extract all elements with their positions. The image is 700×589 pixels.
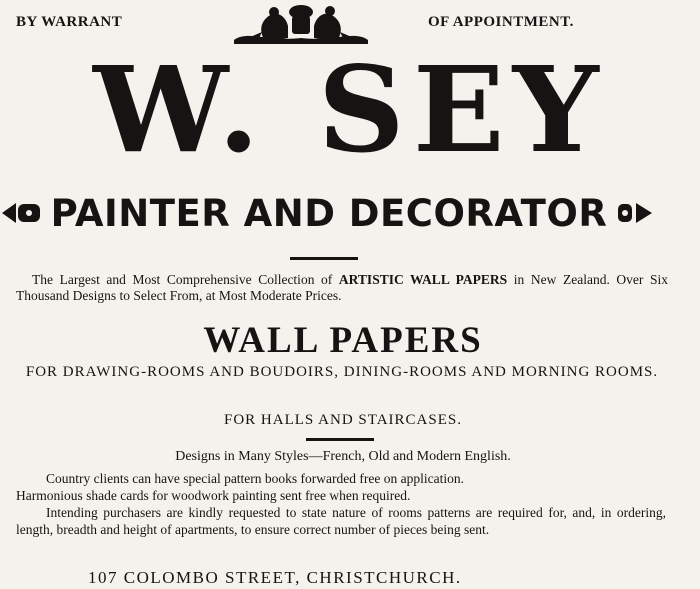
business-address: 107 COLOMBO STREET, CHRISTCHURCH. (88, 568, 462, 587)
divider-rule (306, 438, 374, 441)
intro-text-rest: in New Zealand. Over Six Thousand Designs to Select From, at Most Moderate Prices. (16, 272, 669, 303)
intro-text: The Largest and Most Comprehensive Collection of (32, 272, 333, 287)
divider-rule (290, 257, 358, 260)
intro-highlight: ARTISTIC WALL PAPERS (338, 272, 508, 287)
halls-line: FOR HALLS AND STAIRCASES. (223, 412, 462, 428)
left-ornament-icon (2, 200, 44, 226)
rooms-line: FOR DRAWING-ROOMS AND BOUDOIRS, DINING-ROOMS AND MORNING ROOMS. (25, 364, 659, 380)
note-shade-cards: Harmonious shade cards for woodwork painting sent free when required. (16, 488, 411, 503)
business-name: W. SEY (93, 40, 607, 179)
royal-coat-of-arms-icon (228, 2, 374, 44)
trade-title: PAINTER AND DECORATOR (50, 192, 608, 235)
note-intending-purchasers: Intending purchasers are kindly requested to state nature of rooms patterns are required for, and, in ordering, length, breadth and height of apartments, to ensure correct number of pieces being sent. (16, 505, 666, 537)
warrant-label-right: OF APPOINTMENT. (428, 14, 574, 30)
warrant-label-left: BY WARRANT (16, 14, 123, 30)
designs-line: Designs in Many Styles—French, Old and Modern English. (175, 449, 511, 464)
notes-block (16, 470, 666, 538)
note-country-clients: Country clients can have special pattern books forwarded free on application. (46, 471, 464, 486)
right-ornament-icon (618, 200, 652, 226)
wall-papers-heading: WALL PAPERS (203, 320, 483, 361)
intro-paragraph (16, 272, 668, 304)
trade-banner (0, 190, 700, 238)
